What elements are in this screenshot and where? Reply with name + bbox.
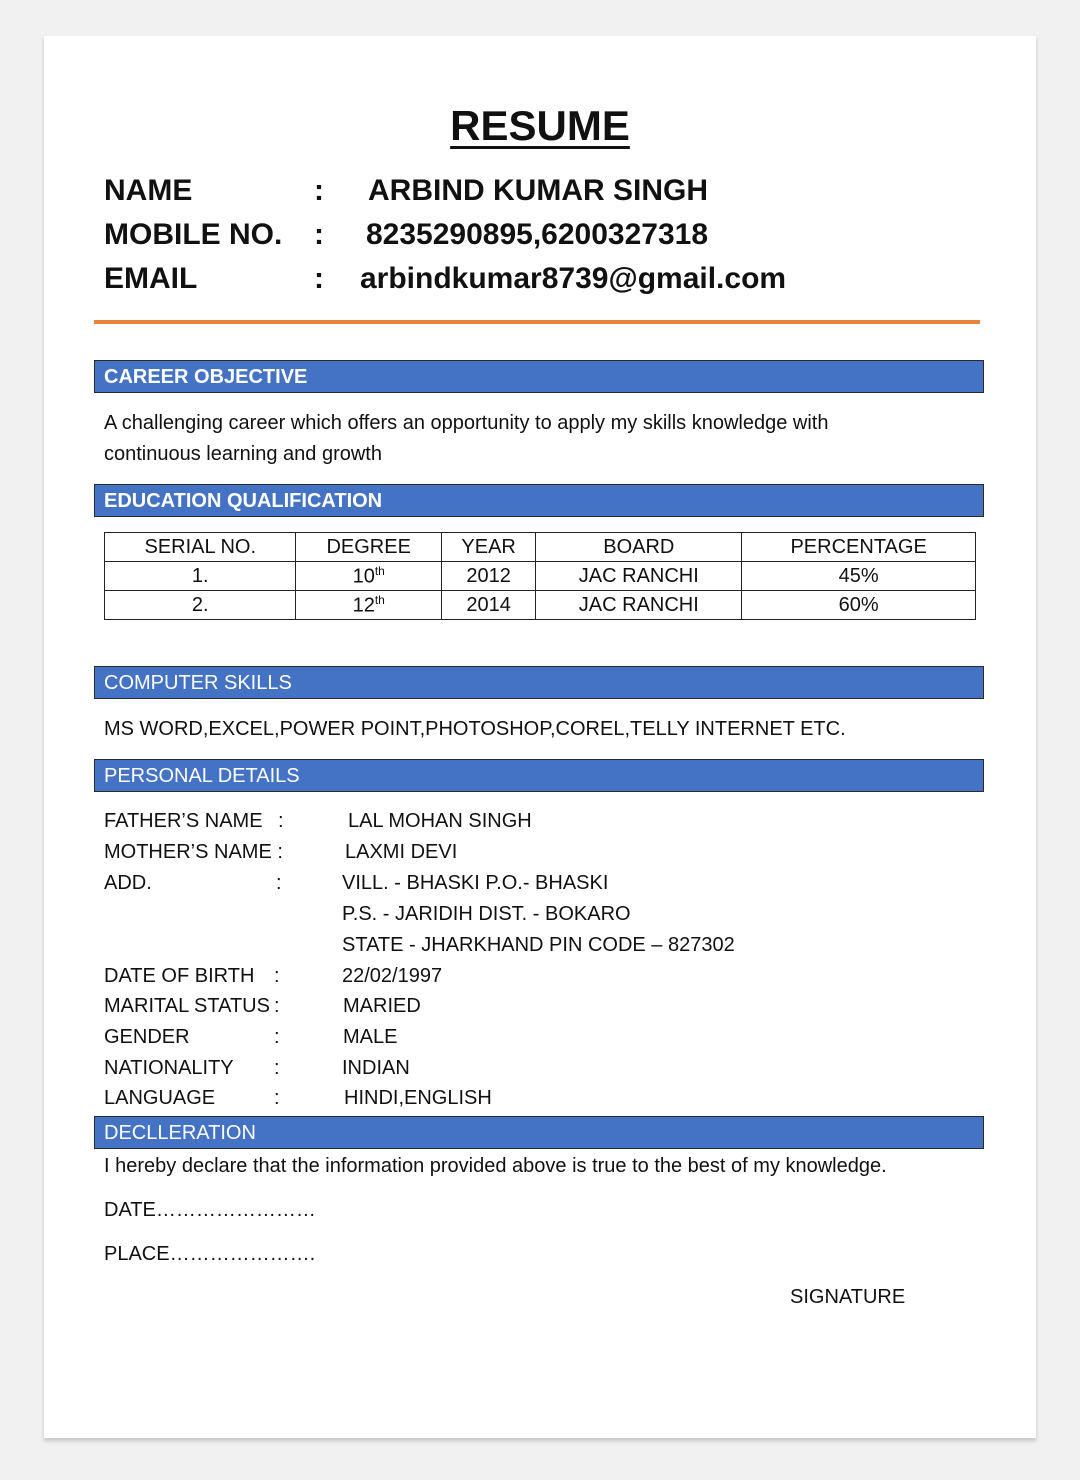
nationality-label: NATIONALITY <box>104 1057 234 1079</box>
dob-value: 22/02/1997 <box>342 965 443 987</box>
fathers-name-label: FATHER’S NAME <box>104 810 263 832</box>
colon: : <box>274 1087 280 1109</box>
address-line-3: STATE - JHARKHAND PIN CODE – 827302 <box>342 934 735 956</box>
year-cell: 2012 <box>441 562 535 591</box>
mothers-name-value: LAXMI DEVI <box>345 841 458 863</box>
address-line-1: VILL. - BHASKI P.O.- BHASKI <box>342 872 609 894</box>
colon: : <box>274 1057 280 1079</box>
email-value: arbindkumar8739@gmail.com <box>360 262 787 295</box>
colon: : <box>314 174 324 207</box>
marital-status-label: MARITAL STATUS <box>104 995 270 1017</box>
career-objective-line-2: continuous learning and growth <box>104 443 382 465</box>
year-cell: 2014 <box>441 591 535 620</box>
colon: : <box>314 262 324 295</box>
section-education: EDUCATION QUALIFICATION <box>94 484 984 517</box>
column-header: DEGREE <box>296 533 441 562</box>
table-row <box>105 591 976 620</box>
address-line-2: P.S. - JARIDIH DIST. - BOKARO <box>342 903 631 925</box>
name-value: ARBIND KUMAR SINGH <box>368 174 708 207</box>
degree-value: 12 <box>352 594 375 617</box>
section-career-objective: CAREER OBJECTIVE <box>94 360 984 393</box>
header-divider <box>94 320 980 324</box>
mobile-label: MOBILE NO. <box>104 218 283 251</box>
resume-title: RESUME <box>450 102 630 149</box>
career-objective-line-1: A challenging career which offers an opportunity to apply my skills knowledge with <box>104 412 829 434</box>
board-cell: JAC RANCHI <box>536 591 742 620</box>
column-header: PERCENTAGE <box>742 533 976 562</box>
colon: : <box>274 995 280 1017</box>
declaration-text: I hereby declare that the information provided above is true to the best of my knowledge. <box>104 1155 887 1177</box>
mothers-name-label: MOTHER’S NAME : <box>104 841 283 863</box>
colon: : <box>278 810 284 832</box>
place-line: PLACE…………………. <box>104 1243 316 1265</box>
degree-cell <box>296 591 441 620</box>
resume-page <box>44 36 1036 1438</box>
marital-status-value: MARIED <box>343 995 421 1017</box>
address-label: ADD. <box>104 872 152 894</box>
percentage-cell: 45% <box>742 562 976 591</box>
gender-label: GENDER <box>104 1026 190 1048</box>
mobile-value: 8235290895,6200327318 <box>366 218 709 251</box>
table-header-row <box>105 533 976 562</box>
serial-cell: 2. <box>105 591 296 620</box>
name-label: NAME <box>104 174 193 207</box>
section-personal-details: PERSONAL DETAILS <box>94 759 984 792</box>
education-table <box>104 532 976 620</box>
degree-value: 10 <box>352 565 375 588</box>
colon: : <box>274 1026 280 1048</box>
degree-superscript: th <box>374 592 385 607</box>
section-declaration: DECLLERATION <box>94 1116 984 1149</box>
degree-superscript: th <box>374 563 385 578</box>
board-cell: JAC RANCHI <box>536 562 742 591</box>
section-computer-skills: COMPUTER SKILLS <box>94 666 984 699</box>
colon: : <box>276 872 282 894</box>
column-header: SERIAL NO. <box>105 533 296 562</box>
fathers-name-value: LAL MOHAN SINGH <box>348 810 532 832</box>
dob-label: DATE OF BIRTH <box>104 965 255 987</box>
table-row <box>105 562 976 591</box>
column-header: YEAR <box>441 533 535 562</box>
gender-value: MALE <box>343 1026 398 1048</box>
column-header: BOARD <box>536 533 742 562</box>
nationality-value: INDIAN <box>342 1057 410 1079</box>
colon: : <box>314 218 324 251</box>
language-value: HINDI,ENGLISH <box>344 1087 492 1109</box>
date-line: DATE…………………… <box>104 1199 316 1221</box>
colon: : <box>274 965 280 987</box>
computer-skills-text: MS WORD,EXCEL,POWER POINT,PHOTOSHOP,COREL,TELLY INTERNET ETC. <box>104 718 846 740</box>
email-label: EMAIL <box>104 262 198 295</box>
signature-label: SIGNATURE <box>790 1286 906 1308</box>
language-label: LANGUAGE <box>104 1087 216 1109</box>
percentage-cell: 60% <box>742 591 976 620</box>
serial-cell: 1. <box>105 562 296 591</box>
degree-cell <box>296 562 441 591</box>
